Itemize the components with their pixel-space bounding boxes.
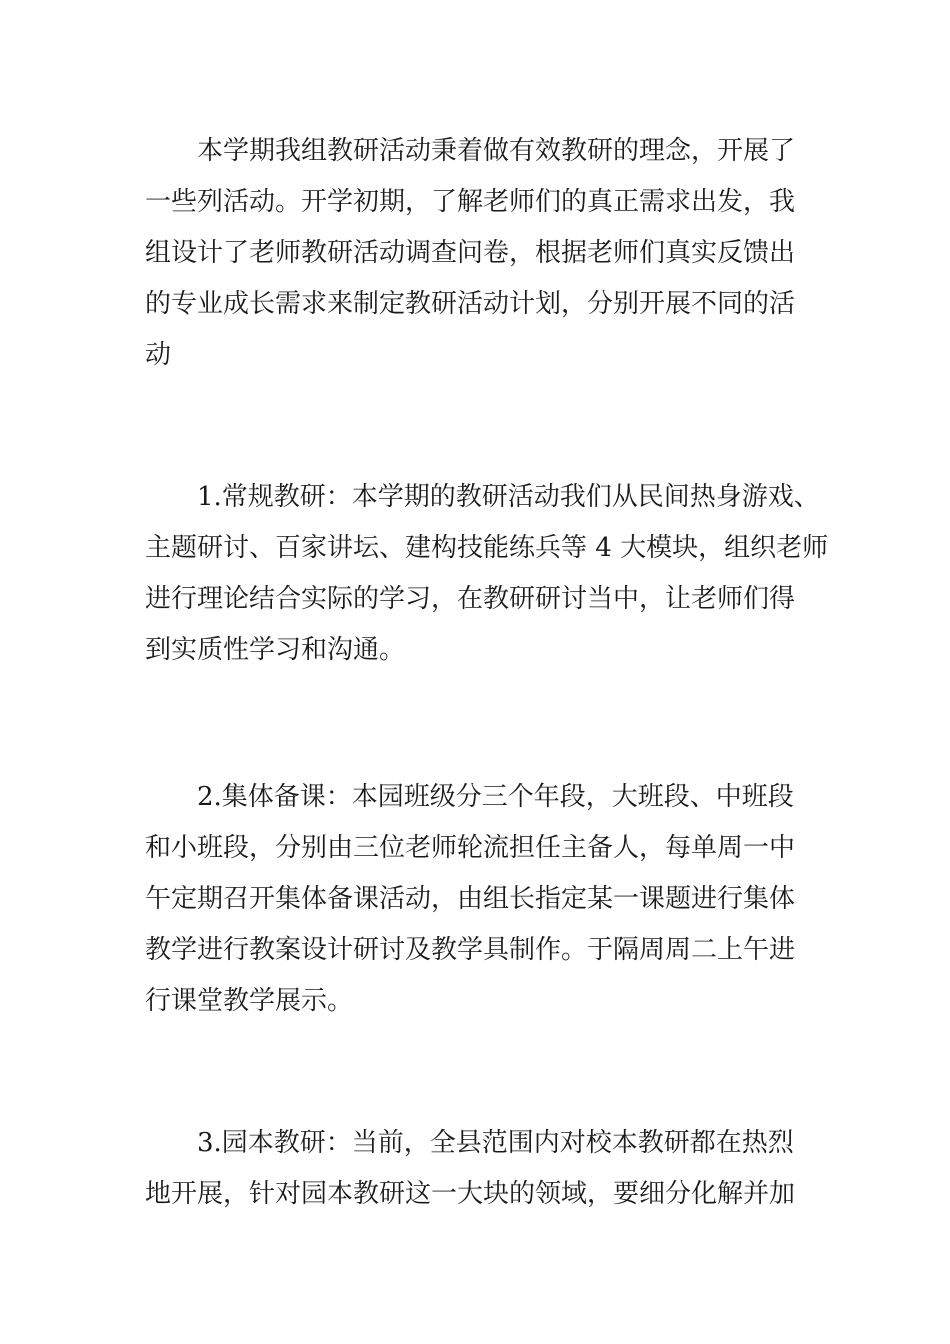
paragraph-line: 3.园本教研：当前，全县范围内对校本教研都在热烈 (197, 1128, 794, 1158)
paragraph-line: 1.常规教研：本学期的教研活动我们从民间热身游戏、 (197, 482, 820, 512)
paragraph-line: 2.集体备课：本园班级分三个年段，大班段、中班段 (197, 782, 794, 812)
paragraph-routine-research (145, 472, 829, 676)
paragraph-line: 到实质性学习和沟通。 (145, 635, 406, 665)
paragraph-line: 和小班段，分别由三位老师轮流担任主备人，每单周一中 (145, 833, 796, 863)
paragraph-line: 进行理论结合实际的学习，在教研研讨当中，让老师们得 (145, 584, 796, 614)
paragraph-line: 动 (145, 340, 172, 370)
paragraph-line: 午定期召开集体备课活动，由组长指定某一课题进行集体 (145, 884, 796, 914)
paragraph-line: 本学期我组教研活动秉着做有效教研的理念，开展了 (197, 136, 796, 166)
paragraph-line: 行课堂教学展示。 (145, 986, 354, 1016)
paragraph-school-based-research (145, 1118, 810, 1220)
paragraph-line: 地开展，针对园本教研这一大块的领域，要细分化解并加 (145, 1179, 796, 1209)
paragraph-intro (145, 126, 810, 381)
paragraph-line: 的专业成长需求来制定教研活动计划，分别开展不同的活 (145, 289, 796, 319)
paragraph-line: 组设计了老师教研活动调查问卷，根据老师们真实反馈出 (145, 238, 796, 268)
paragraph-line: 主题研讨、百家讲坛、建构技能练兵等 4 大模块，组织老师 (145, 533, 829, 563)
paragraph-line: 一些列活动。开学初期，了解老师们的真正需求出发，我 (145, 187, 796, 217)
paragraph-collective-lesson-prep (145, 772, 810, 1027)
paragraph-line: 教学进行教案设计研讨及教学具制作。于隔周周二上午进 (145, 935, 796, 965)
